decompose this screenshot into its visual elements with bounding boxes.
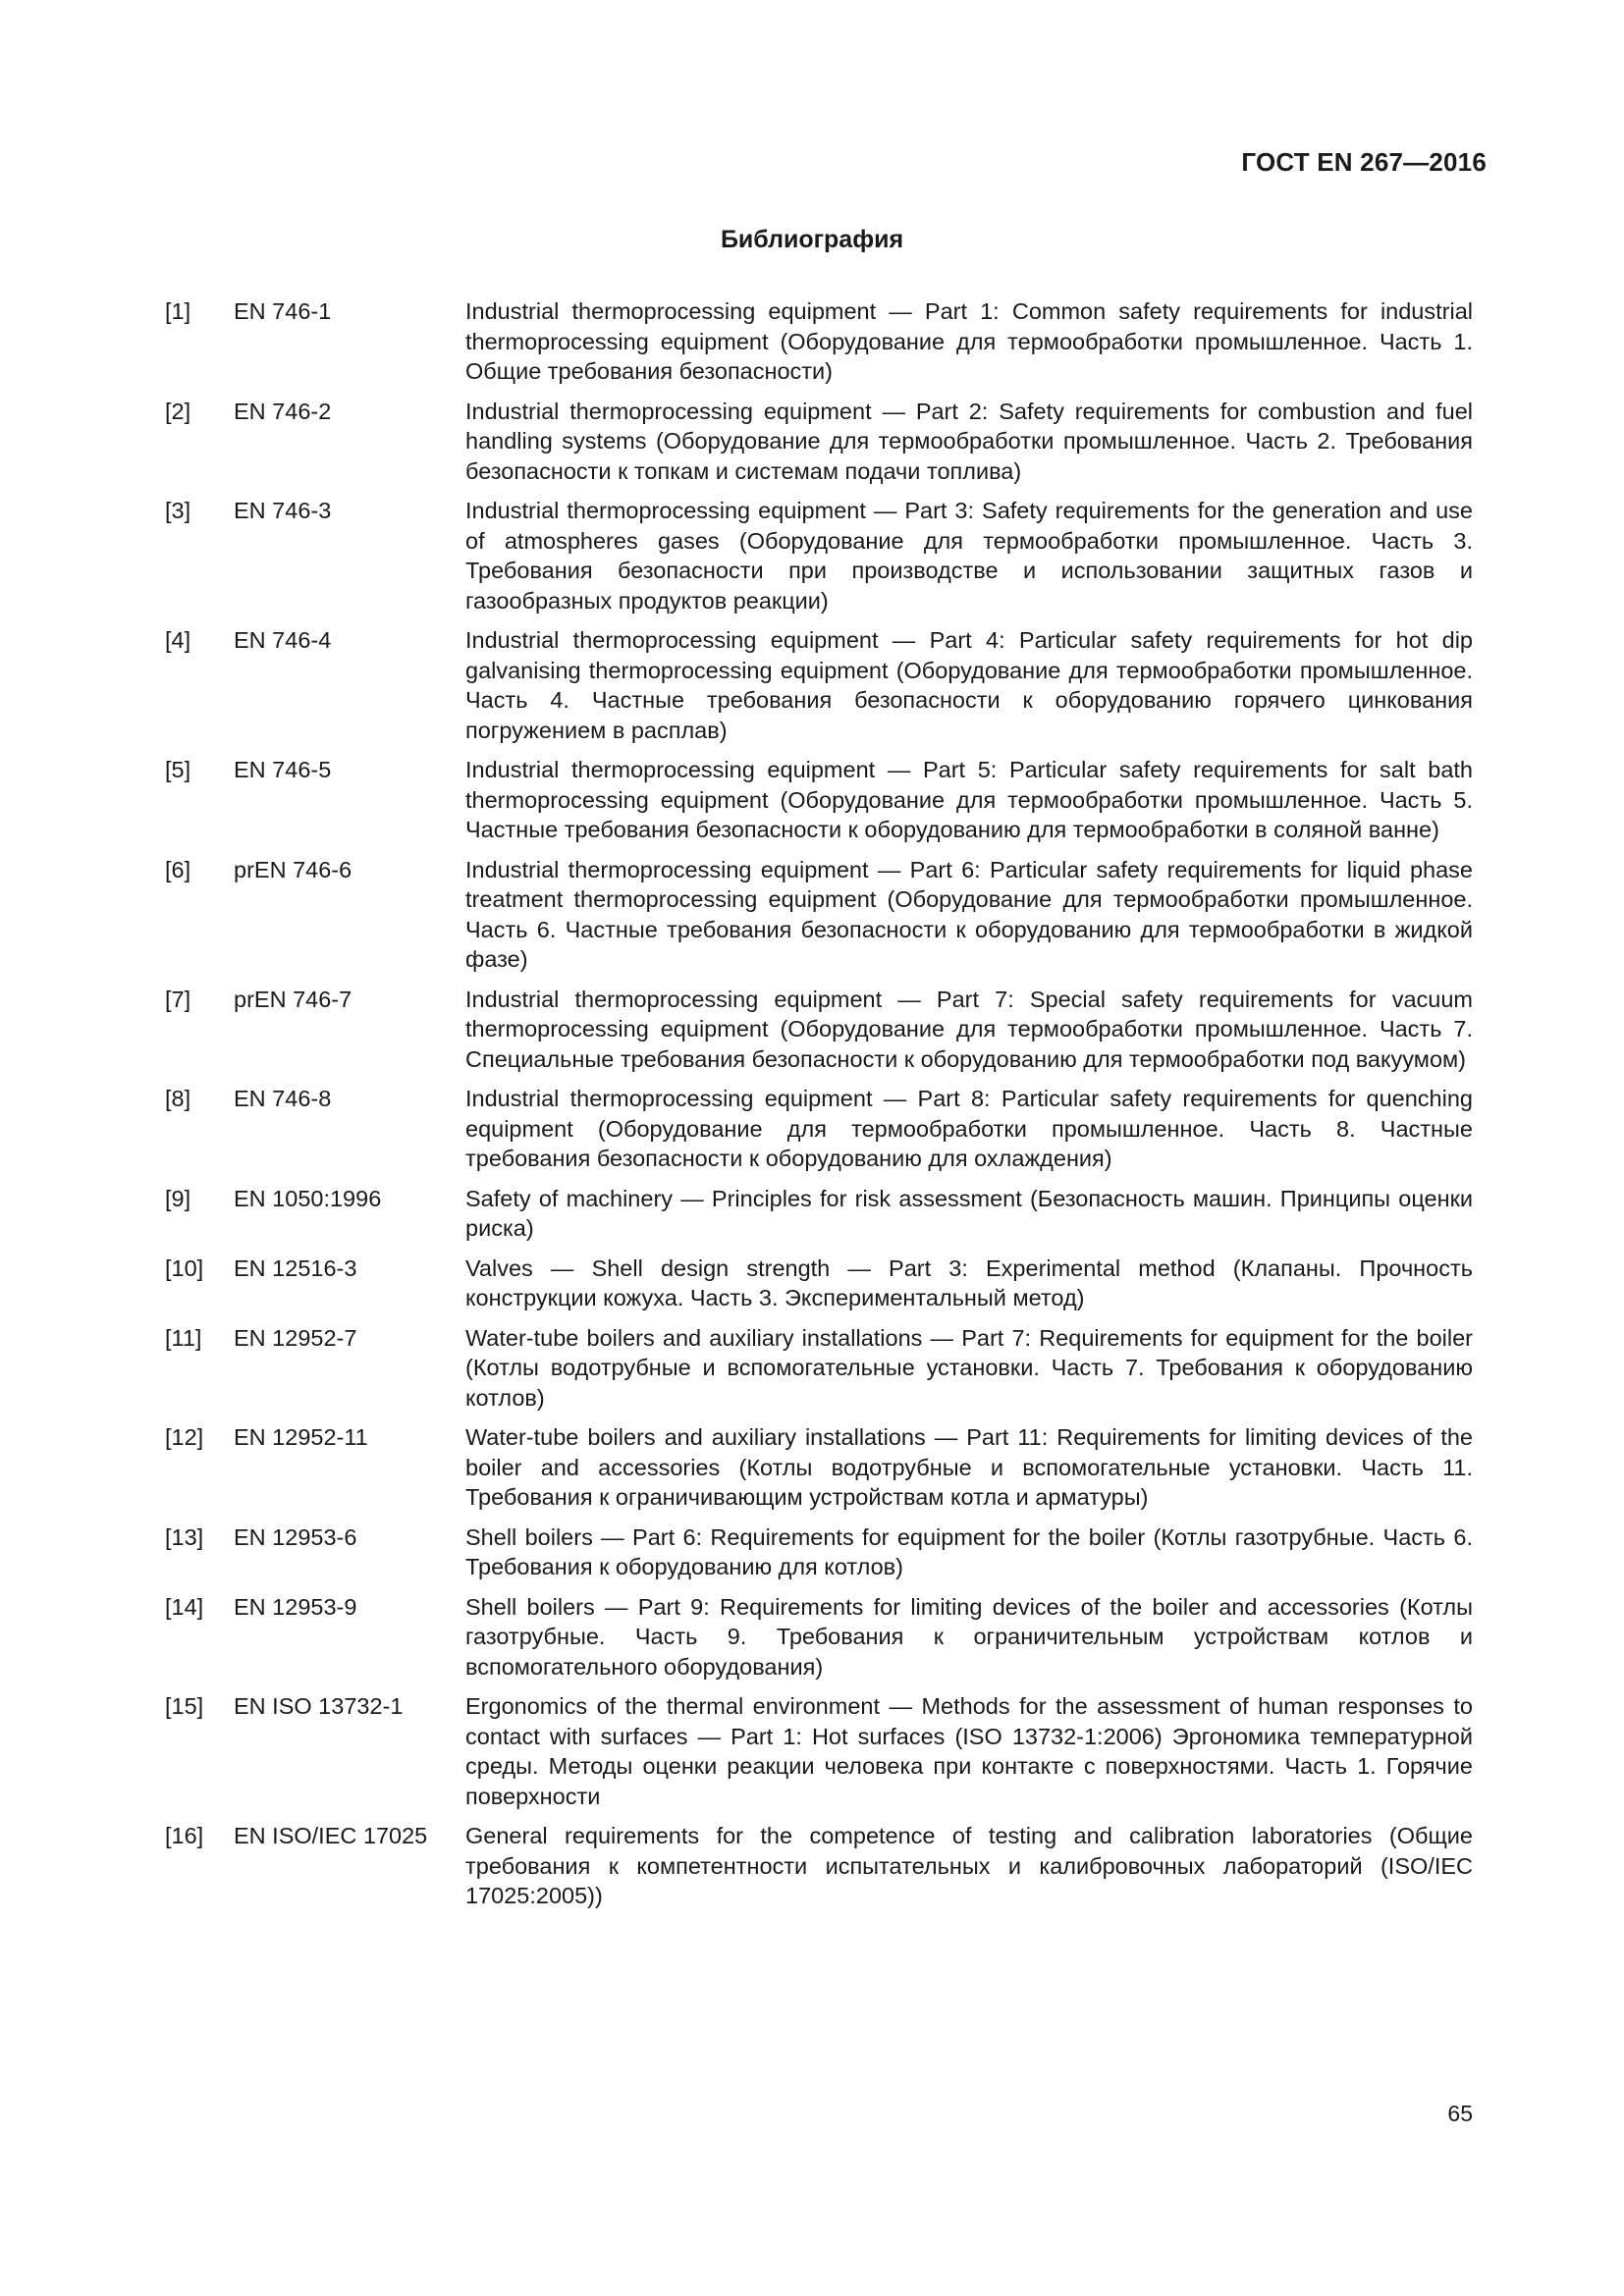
entry-standard: prEN 746-6	[234, 856, 352, 882]
entry-number: [10]	[165, 1255, 204, 1281]
entry-number: [1]	[165, 298, 191, 324]
bibliography-entry-8	[165, 1084, 1473, 1174]
entry-standard: EN 746-1	[234, 298, 332, 324]
bibliography-entry-12	[165, 1422, 1473, 1513]
bibliography-list	[165, 296, 1473, 1921]
entry-description: Industrial thermoprocessing equipment — Part 8: Particular safety requirements for quenching equipment (Оборудование для термообработки промышленное. Часть 8. Частные требования безопасности к оборудованию для охлаждения)	[465, 1086, 1473, 1171]
entry-description: Ergonomics of the thermal environment — Methods for the assessment of human responses to contact with surfaces — Part 1: Hot surfaces (ISO 13732-1:2006) Эргономика температурной среды. Методы оценки реакции человека при контакте с поверхностями. Часть 1. Горячие поверхности	[465, 1693, 1473, 1809]
entry-description: Water-tube boilers and auxiliary installations — Part 11: Requirements for limiting devices of the boiler and accessories (Котлы водотрубные и вспомогательные установки. Часть 11. Требования к ограничивающим устройствам котла и арматуры)	[465, 1424, 1473, 1510]
bibliography-entry-11	[165, 1323, 1473, 1414]
entry-description: Industrial thermoprocessing equipment — Part 5: Particular safety requirements for salt bath thermoprocessing equipment (Оборудование для термообработки промышленное. Часть 5. Частные требования безопасности к оборудованию для термообработки в соляной ванне)	[465, 757, 1473, 842]
entry-standard: EN 12952-11	[234, 1424, 368, 1450]
entry-description: Industrial thermoprocessing equipment — Part 6: Particular safety requirements for liquid phase treatment thermoprocessing equipment (Оборудование для термообработки промышленное. Часть 6. Частные требования безопасности к оборудованию для термообработки в жидкой фазе)	[465, 856, 1473, 972]
entry-number: [7]	[165, 986, 191, 1012]
entry-standard: EN 746-5	[234, 757, 332, 782]
bibliography-entry-7	[165, 985, 1473, 1075]
entry-number: [13]	[165, 1523, 204, 1550]
entry-standard: EN 746-4	[234, 627, 332, 653]
entry-standard: EN 12953-6	[234, 1523, 357, 1550]
entry-number: [9]	[165, 1185, 191, 1211]
entry-number: [2]	[165, 398, 191, 424]
entry-description: Industrial thermoprocessing equipment — Part 3: Safety requirements for the generation and use of atmospheres gases (Оборудование для термообработки промышленное. Часть 3. Требования безопасности при производстве и использовании защитных газов и газообразных продуктов реакции)	[465, 498, 1473, 614]
bibliography-entry-15	[165, 1691, 1473, 1811]
bibliography-entry-4	[165, 625, 1473, 745]
entry-description: Water-tube boilers and auxiliary installations — Part 7: Requirements for equipment for the boiler (Котлы водотрубные и вспомогательные установки. Часть 7. Требования к оборудованию котлов)	[465, 1324, 1473, 1411]
entry-standard: EN 1050:1996	[234, 1185, 382, 1211]
entry-number: [8]	[165, 1086, 191, 1111]
entry-standard: EN 12953-9	[234, 1593, 357, 1620]
entry-number: [14]	[165, 1593, 204, 1620]
entry-number: [15]	[165, 1693, 204, 1719]
entry-description: General requirements for the competence of testing and calibration laboratories (Общие требования к компетентности испытательных и калибровочных лабораторий (ISO/IEC 17025:2005))	[465, 1823, 1473, 1908]
bibliography-entry-3	[165, 496, 1473, 615]
entry-number: [12]	[165, 1424, 204, 1450]
bibliography-entry-2	[165, 397, 1473, 487]
entry-standard: EN ISO/IEC 17025	[234, 1823, 428, 1848]
bibliography-entry-10	[165, 1254, 1473, 1313]
entry-description: Industrial thermoprocessing equipment — Part 7: Special safety requirements for vacuum thermoprocessing equipment (Оборудование для термообработки промышленное. Часть 7. Специальные требования безопасности к оборудованию для термообработки под вакуумом)	[465, 986, 1473, 1072]
entry-description: Industrial thermoprocessing equipment — Part 4: Particular safety requirements for hot dip galvanising thermoprocessing equipment (Оборудование для термообработки промышленное. Часть 4. Частные требования безопасности к оборудованию горячего цинкования погружением в расплав)	[465, 627, 1473, 743]
entry-description: Valves — Shell design strength — Part 3: Experimental method (Клапаны. Прочность конструкции кожуха. Часть 3. Экспериментальный метод)	[465, 1255, 1473, 1310]
entry-number: [6]	[165, 856, 191, 882]
entry-description: Shell boilers — Part 9: Requirements for limiting devices of the boiler and accessories (Котлы газотрубные. Часть 9. Требования к ограничительным устройствам котлов и вспомогательного оборудования)	[465, 1593, 1473, 1680]
entry-number: [4]	[165, 627, 191, 653]
entry-standard: EN 12516-3	[234, 1255, 357, 1281]
bibliography-entry-13	[165, 1522, 1473, 1582]
entry-description: Safety of machinery — Principles for risk assessment (Безопасность машин. Принципы оценки риска)	[465, 1185, 1473, 1241]
bibliography-entry-16	[165, 1821, 1473, 1911]
entry-number: [11]	[165, 1324, 202, 1351]
entry-number: [16]	[165, 1823, 204, 1848]
entry-standard: EN 746-8	[234, 1086, 332, 1111]
entry-description: Industrial thermoprocessing equipment — Part 2: Safety requirements for combustion and fuel handling systems (Оборудование для термообработки промышленное. Часть 2. Требования безопасности к топкам и системам подачи топлива)	[465, 398, 1473, 484]
entry-standard: EN ISO 13732-1	[234, 1693, 404, 1719]
entry-standard: prEN 746-7	[234, 986, 352, 1012]
bibliography-entry-1	[165, 296, 1473, 387]
page-number: 65	[1447, 2101, 1473, 2126]
entry-number: [5]	[165, 757, 191, 782]
entry-description: Shell boilers — Part 6: Requirements for equipment for the boiler (Котлы газотрубные. Часть 6. Требования к оборудованию для котлов)	[465, 1523, 1473, 1579]
bibliography-entry-9	[165, 1184, 1473, 1244]
entry-description: Industrial thermoprocessing equipment — Part 1: Common safety requirements for industrial thermoprocessing equipment (Оборудование для термообработки промышленное. Часть 1. Общие требования безопасности)	[465, 298, 1473, 384]
entry-number: [3]	[165, 498, 191, 523]
bibliography-entry-6	[165, 855, 1473, 975]
bibliography-entry-14	[165, 1592, 1473, 1682]
entry-standard: EN 746-3	[234, 498, 332, 523]
bibliography-entry-5	[165, 755, 1473, 845]
document-code: ГОСТ EN 267—2016	[1241, 147, 1487, 177]
entry-standard: EN 746-2	[234, 398, 332, 424]
entry-standard: EN 12952-7	[234, 1324, 357, 1351]
page-title: Библиография	[720, 226, 904, 253]
